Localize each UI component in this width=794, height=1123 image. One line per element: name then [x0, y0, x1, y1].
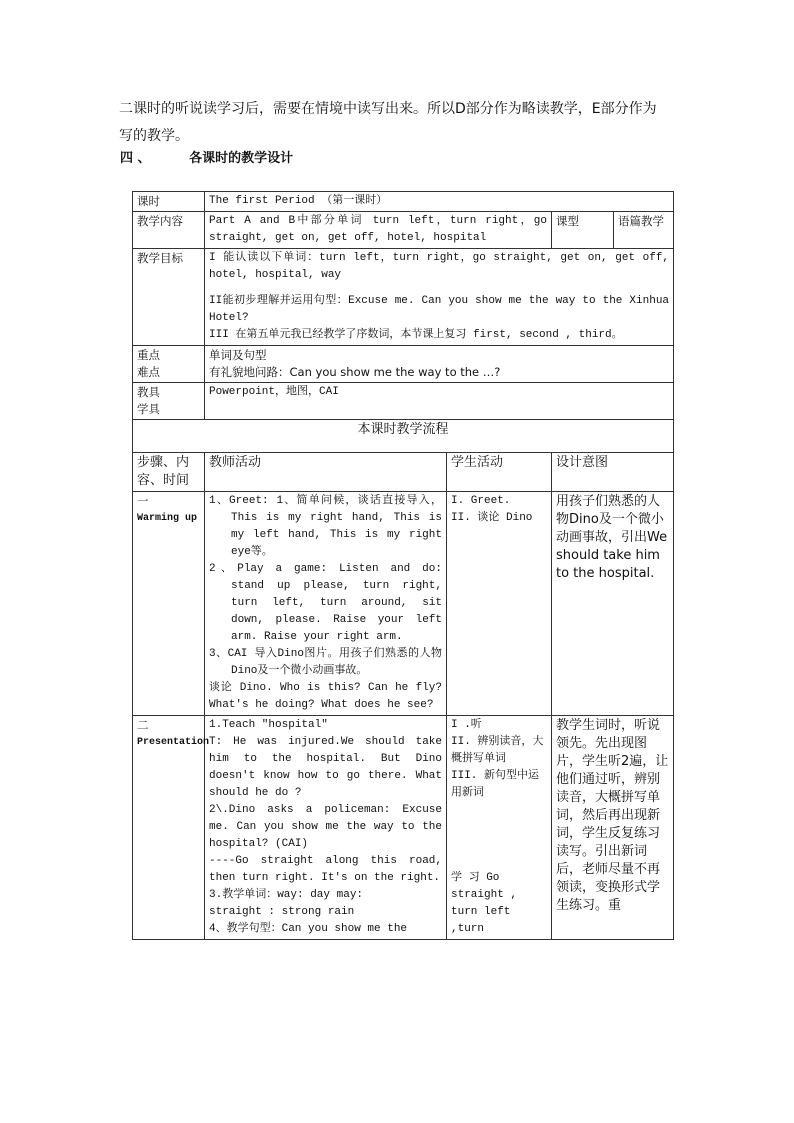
student-activity: [447, 716, 552, 940]
content-value: Part A and B中部分单词 turn left，turn right，go straight, get on, get off, hotel, hospital: [205, 212, 552, 249]
period-label: 课时: [133, 192, 205, 212]
student-activity: [447, 492, 552, 716]
tools-label-2: 学具: [137, 402, 160, 416]
intro-line-2: 写的教学。: [119, 128, 189, 144]
key-row: [133, 346, 674, 383]
student-item: 学 习 Go straight , turn left ,turn: [451, 872, 518, 935]
teacher-activity: [205, 492, 447, 716]
student-item: II. 辨别读音，大概拼写单词: [451, 736, 544, 765]
activity-item: 1、Greet: 1、简单问候，谈话直接导入，This is my right hand, This is my left hand, This is my right eye等。: [209, 495, 442, 558]
activity-item: 2\.Dino asks a policeman: Excuse me. Can you show me the way to the hospital? (CAI): [209, 804, 442, 850]
step-label: [133, 716, 210, 940]
activity-item: straight : strong rain: [209, 906, 355, 918]
content-label: 教学内容: [133, 212, 205, 249]
design-intent: 用孩子们熟悉的人物Dino及一个微小动画事故，引出We should take him to the hospital.: [552, 492, 674, 716]
intro-line-1: 二课时的听说读学习后，需要在情境中读写出来。所以D部分作为略读教学，E部分作为: [119, 101, 657, 117]
teacher-activity: [205, 716, 447, 940]
activity-item: T: He was injured.We should take him to the hospital. But Dino doesn't know how to go there. What should he do ?: [209, 736, 442, 799]
design-intent: 教学生词时，听说领先。先出现图片，学生听2遍，让他们通过听，辨别读音，大概拼写单词，然后再出现新词，学生反复练习读写。引出新词后，老师尽量不再领读，变换形式学生练习。重: [552, 716, 674, 940]
step-label: [133, 492, 205, 716]
header-design: 设计意图: [552, 453, 674, 492]
header-student: 学生活动: [447, 453, 552, 492]
step-name: Presentation: [137, 737, 210, 748]
tools-label: [133, 383, 205, 420]
key-point: 单词及句型: [209, 348, 267, 362]
activity-item: 1.Teach "hospital": [209, 719, 328, 731]
activity-item: 3、CAI 导入Dino图片。用孩子们熟悉的人物Dino及一个微小动画事故。: [209, 648, 442, 677]
student-item: III. 新句型中运用新词: [451, 770, 540, 799]
period-row: [133, 192, 674, 212]
activity-item: 2、Play a game: Listen and do: stand up please, turn right, turn left, turn around, sit down, please. Raise your left arm. Raise your right arm.: [209, 563, 442, 643]
activity-item: 谈论 Dino. Who is this? Can he fly? What's he doing? What does he see?: [209, 682, 442, 711]
tools-row: [133, 383, 674, 420]
step-number: 二: [137, 718, 149, 732]
activity-item: 3.教学单词：way: day may:: [209, 889, 364, 901]
intro-paragraph: [119, 96, 679, 150]
flow-header-row: [133, 453, 674, 492]
step-number: 一: [137, 494, 149, 508]
goal-label: 教学目标: [133, 249, 205, 346]
content-row: [133, 212, 674, 249]
student-item: I .听: [451, 719, 482, 731]
step-warming-up: [133, 492, 674, 716]
step-name: Warming up: [137, 513, 198, 524]
header-teacher: 教师活动: [205, 453, 447, 492]
difficult-point: 有礼貌地问路：Can you show me the way to the …?: [209, 365, 501, 379]
step-presentation: [133, 716, 674, 940]
goal-item: III 在第五单元我已经教学了序数词，本节课上复习 first, second , third。: [209, 329, 623, 341]
student-item: II. 谈论 Dino: [451, 512, 533, 524]
goal-item: II能初步理解并运用句型：Excuse me. Can you show me the way to the Xinhua Hotel?: [209, 295, 670, 324]
key-label: [133, 346, 205, 383]
flow-title: 本课时教学流程: [133, 420, 674, 453]
period-value: The first Period （第一课时）: [205, 192, 674, 212]
flow-title-row: [133, 420, 674, 453]
tools-value: Powerpoint，地图，CAI: [205, 383, 674, 420]
key-label-1: 重点: [137, 348, 160, 362]
student-item: I. Greet.: [451, 495, 511, 507]
key-value: [205, 346, 674, 383]
goal-item: I 能认读以下单词：turn left，turn right，go straight, get on, get off, hotel, hospital, way: [209, 252, 670, 281]
section-title: 各课时的教学设计: [189, 151, 294, 166]
type-value: 语篇教学: [614, 212, 674, 249]
section-heading: [120, 147, 293, 166]
section-number: 四 、: [120, 151, 151, 166]
activity-item: ----Go straight along this road, then turn right. It's on the right.: [209, 855, 442, 884]
type-label: 课型: [552, 212, 614, 249]
activity-item: 4、教学句型：Can you show me the: [209, 923, 408, 935]
goal-value: [205, 249, 674, 346]
goal-row: [133, 249, 674, 346]
tools-label-1: 教具: [137, 385, 160, 399]
lesson-plan-table: [132, 191, 674, 940]
header-step: 步骤、内容、时间: [133, 453, 205, 492]
key-label-2: 难点: [137, 365, 160, 379]
